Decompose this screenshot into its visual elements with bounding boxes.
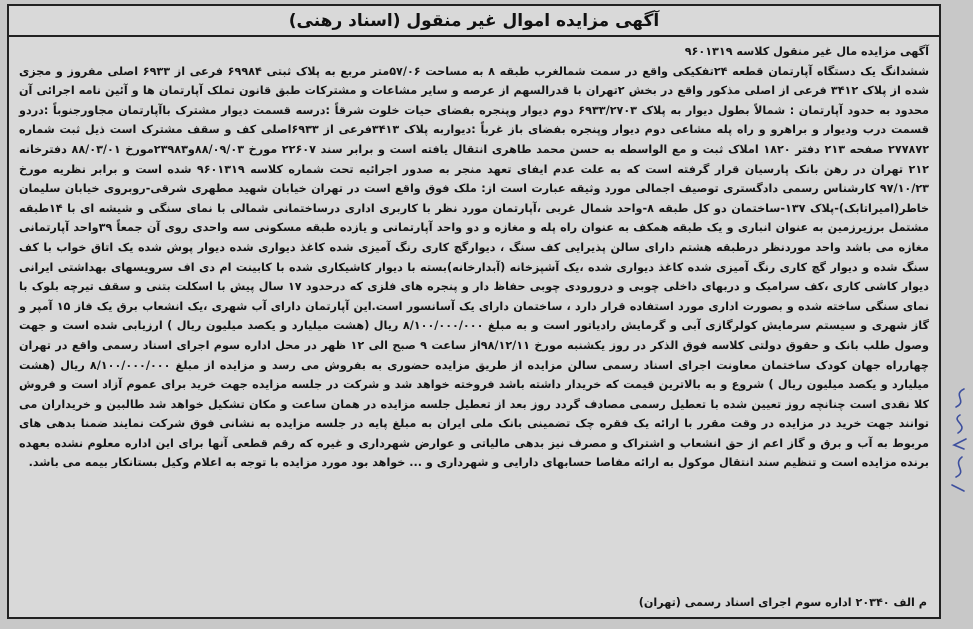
notice-heading-line: آگهی مزایده مال غیر منقول کلاسه ۹۶۰۱۳۱۹ (684, 45, 929, 58)
ink-scribble-icon (946, 385, 972, 495)
notice-title: آگهی مزایده اموال غیر منقول (اسناد رهنی) (288, 11, 660, 31)
auction-notice-box (7, 4, 941, 619)
title-divider (9, 35, 939, 37)
notice-body (19, 42, 929, 473)
notice-paragraph: ششدانگ یک دستگاه آپارتمان قطعه ۲۴تفکیکی واقع در سمت شمالغرب طبقه ۸ به مساحت ۵۷/۰۶متر مربع به پلاک ثبتی ۶۹۹۸۴ فرعی از ۶۹۳۳ اصلی مفروز و مجزی شده از پلاک ۳۴۱۲ فرعی از اصلی مذکور واقع در بخش ۲تهران با قدرالسهم از عرصه و سایر مشاعات و مشترکات طبق قانون تملک آپارتمان ها و آئین نامه اجرائی آن محدود به حدود آپارتمان : شمالاً بطول دیوار به پلاک ۶۹۳۳/۲۷۰۳ دوم دیوار وپنجره بفضای حیات خلوت شرقاً :درسه قسمت دیوار مشترک باآپارتمان مجاورجنوباً :دردو قسمت درب ودیوار و براهرو و راه پله مشاعی دوم دیوار وپنجره بفضای باز غرباً :دیواربه پلاک ۳۴۱۳فرعی از ۶۹۳۳اصلی کف و سقف مشترک است ذیل ثبت شماره ۲۷۷۸۷۲ صفحه ۲۱۳ دفتر ۱۸۲۰ املاک ثبت و مع الواسطه به حسن محمد طاهری انتقال یافته است و برابر سند ۲۲۶۰۷ مورخ ۸۸/۰۹/۰۳و۲۳۹۸۳مورخ ۸۸/۰۳/۰۱ دفترخانه ۲۱۲ تهران در رهن بانک پارسیان قرار گرفته است که به علت عدم ایفای تعهد منجر به صدور اجرائیه تحت شماره کلاسه ۹۶۰۱۳۱۹ شده است و برابر نظریه مورخ ۹۷/۱۰/۲۳ کارشناس رسمی دادگستری توصیف اجمالی مورد وثیقه عبارت است از: ملک فوق واقع است در تهران خیابان شهید مطهری شرقی-روبروی خیابان سلیمان خاطر(امیراتابک)-پلاک ۱۳۷-ساختمان دو کل طبقه ۸-واحد شمال غربی ،آپارتمان مورد نظر با کاربری اداری درساختمانی شمالی با نمای سنگی و شیشه ای با ۱۴طبقه مشتمل برزیرزمین به عنوان انباری و یک طبقه همکف به عنوان راه پله و مغازه و دو واحد آپارتمانی و یازده طبقه مسکونی سه واحدی روی آن جمعاً ۳۹واحد آپارتمانی مغازه می باشد واحد موردنظر درطبقه هشتم دارای سالن پذیرایی کف سنگ ، دیوارگچ کاری رنگ آمیزی شده کاغذ دیواری شده دیوار پوش شده یک اتاق خواب با کف سنگ شده و دیوار گچ کاری رنگ آمیزی شده کاغذ دیواری شده ،یک آشپزخانه (آبدارخانه)بسته با دیوار کاشیکاری شده با کابینت ام دی اف سرویسهای بهداشتی ایرانی دیوار کاشی کاری ،کف سرامیک و دربهای داخلی چوبی و درورودی چوبی حفاظ دار و پنجره های فلزی که درحدود ۱۷ سال پیش با اسکلت بتنی و سقف تیرچه بلوک با نمای سنگی ساخته شده و بصورت اداری مورد استفاده قرار دارد ، ساختمان دارای یک آسانسور است.این آپارتمان دارای آب شهری ،یک انشعاب برق یک فاز ۱۵ آمپر و گاز شهری و سیستم سرمایش کولرگازی آبی و گرمایش رادیاتور است و به مبلغ ۸/۱۰۰/۰۰۰/۰۰۰ ریال (هشت میلیارد و یکصد میلیون ریال ) ارزیابی شده است و جهت وصول طلب بانک و حقوق دولتی کلاسه فوق الذکر در روز یکشنبه مورخ ۹۸/۱۲/۱۱از ساعت ۹ صبح الی ۱۲ ظهر در محل اداره سوم اجرای اسناد رسمی واقع در تهران چهارراه جهان کودک ساختمان معاونت اجرای اسناد رسمی سالن مزایده از طریق مزایده حضوری به بفروش می رسد و مزایده از مبلغ ۸/۱۰۰/۰۰۰/۰۰۰ ریال (هشت میلیارد و یکصد میلیون ریال ) شروع و به بالاترین قیمت که خریدار داشته باشد فروخته خواهد شد و شرکت در جلسه مزایده جهت خرید برای عموم آزاد است و فروش کلا نقدی است چنانچه روز تعیین شده با تعطیل رسمی مصادف گردد روز بعد از تعطیل جلسه مزایده در همان ساعت و مکان تشکیل خواهد شد طالبین و خریداران می توانند جهت خرید در مزایده در وقت مقرر با ارائه یک فقره چک تضمینی بانک ملی ایران به مبلغ پایه در جلسه مزایده به نشانی فوق شرکت نمایند ضمنا بدهی های مربوط به آب و برق و گاز اعم از حق انشعاب و اشتراک و مصرف نیز بدهی مالیاتی و عوارض شهرداری و غیره که رقم قطعی آنها برای این اداره معلوم نشده بعهده برنده مزایده است و تنظیم سند انتقال موکول به ارائه مفاصا حسابهای دارایی و شهرداری و ... خواهد بود مورد مزایده با توجه به اعلام وکیل بستانکار بیمه می باشد. (19, 64, 930, 470)
notice-footer-reference: م الف ۲۰۳۴۰ اداره سوم اجرای اسناد رسمی (تهران) (638, 596, 927, 609)
